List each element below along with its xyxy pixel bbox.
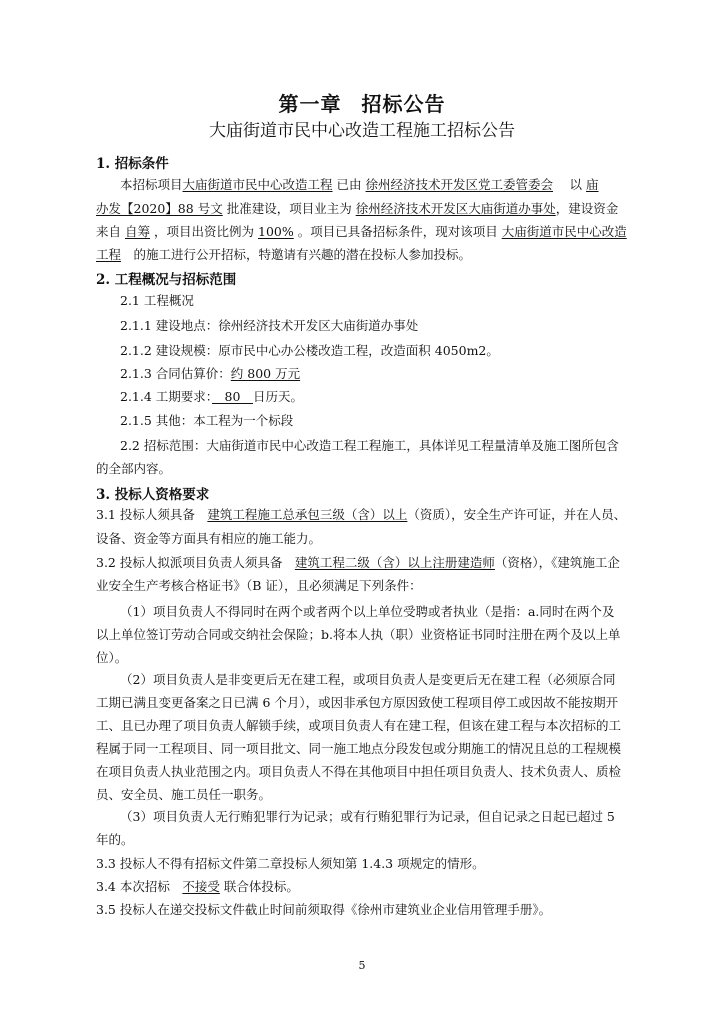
notice-subtitle: 大庙街道市民中心改造工程施工招标公告 — [209, 121, 515, 141]
s2-line-3: 2.1.2 建设规模：原市民中心办公楼改造工程，改造面积 4050m2。 — [120, 343, 499, 358]
chapter-name: 招标公告 — [361, 92, 446, 116]
pm-qualification: 建筑工程二级（含）以上注册建造师 — [294, 555, 495, 570]
funding-ratio: 100% — [258, 224, 294, 239]
section-1-heading: 1. 招标条件 — [96, 156, 169, 172]
funding-source: 自筹 — [125, 224, 151, 239]
s3-cond2-line-4: 程属于同一工程项目、同一项目批文、同一施工地点分段发包或分期施工的情况且总的工程规模 — [96, 741, 622, 756]
s1-line-3: 来自 自筹 ，项目出资比例为 100% 。项目已具备招标条件，现对该项目 大庙街道市民中心改造 — [96, 224, 627, 239]
s3-cond3-line-2: 年的。 — [96, 832, 134, 847]
s3-cond1-line-2: 以上单位签订劳动合同或交纳社会保险；b.将本人执（职）业资格证书同时注册在两个及以上单 — [96, 627, 621, 642]
page-number: 5 — [358, 959, 366, 972]
s3-line-4: 业安全生产考核合格证书》（B 证），且必须满足下列条件： — [96, 578, 422, 593]
s2-line-5: 2.1.4 工期要求： 80 日历天。 — [120, 389, 303, 404]
required-qualification: 建筑工程施工总承包三级（含）以上 — [207, 507, 408, 522]
chapter-number: 第一章 — [278, 92, 342, 116]
project-owner: 徐州经济技术开发区大庙街道办事处 — [355, 201, 556, 216]
s1-line-1: 本招标项目大庙街道市民中心改造工程 已由 徐州经济技术开发区党工委管委会 以 庙 — [120, 177, 599, 192]
s3-cond1-line-3: 位）。 — [96, 650, 128, 665]
s2-line-4: 2.1.3 合同估算价：约 800 万元 — [120, 366, 301, 381]
section-3-heading: 3. 投标人资格要求 — [96, 487, 210, 503]
s2-line-7: 2.2 招标范围：大庙街道市民中心改造工程工程施工，具体详见工程量清单及施工图所包含 — [120, 438, 619, 453]
s3-line-3: 3.2 投标人拟派项目负责人须具备 建筑工程二级（含）以上注册建造师（资格），《建筑施工企 — [96, 555, 620, 570]
s2-line-2: 2.1.1 建设地点：徐州经济技术开发区大庙街道办事处 — [120, 318, 419, 333]
s3-cond2-line-3: 工、且已办理了项目负责人解锁手续，或项目负责人有在建工程，但该在建工程与本次招标的工 — [96, 718, 622, 733]
section-2-heading: 2. 工程概况与招标范围 — [96, 272, 237, 288]
contract-estimate: 约 800 万元 — [230, 366, 301, 381]
duration-days: 80 — [224, 389, 241, 404]
s3-line-1: 3.1 投标人须具备 建筑工程施工总承包三级（含）以上（资质），安全生产许可证，并在人员、 — [96, 507, 627, 522]
s3-cond2-line-6: 员、安全员、施工员任一职务。 — [96, 787, 272, 802]
s3-cond1-line-1: （1）项目负责人不得同时在两个或者两个以上单位受聘或者执业（是指：a.同时在两个及 — [120, 604, 615, 619]
s3-line-3-4: 3.4 本次招标 不接受 联合体投标。 — [96, 879, 299, 894]
s3-cond3-line-1: （3）项目负责人无行贿犯罪行为记录；或有行贿犯罪行为记录，但自记录之日起已超过 5 — [120, 809, 615, 824]
s1-line-4: 工程 的施工进行公开招标，特邀请有兴趣的潜在投标人参加投标。 — [96, 247, 472, 262]
s3-cond2-line-2: 工期已满且变更备案之日已满 6 个月），或因非承包方原因致使工程项目停工或因故不能按期开 — [96, 695, 619, 710]
s2-line-6: 2.1.5 其他：本工程为一个标段 — [120, 413, 294, 428]
s3-line-3-3: 3.3 投标人不得有招标文件第二章投标人须知第 1.4.3 项规定的情形。 — [96, 856, 485, 871]
s3-line-3-5: 3.5 投标人在递交投标文件截止时间前须取得《徐州市建筑业企业信用管理手册》。 — [96, 902, 552, 917]
project-name: 大庙街道市民中心改造工程 — [182, 177, 333, 192]
approver-name: 徐州经济技术开发区党工委管委会 — [365, 177, 554, 192]
s3-line-2: 设备、资金等方面具有相应的施工能力。 — [96, 531, 322, 546]
s3-cond2-line-5: 在项目负责人执业范围之内。项目负责人不得在其他项目中担任项目负责人、技术负责人、质检 — [96, 764, 622, 779]
s2-line-1: 2.1 工程概况 — [120, 293, 194, 308]
s2-line-8: 的全部内容。 — [96, 461, 172, 476]
s1-line-2: 办发【2020】88 号文 批准建设，项目业主为 徐州经济技术开发区大庙街道办事处，建设资金 — [96, 201, 619, 216]
approval-doc: 办发【2020】88 号文 — [96, 201, 223, 216]
joint-venture-status: 不接受 — [182, 879, 220, 894]
s3-cond2-line-1: （2）项目负责人是非变更后无在建工程，或项目负责人是变更后无在建工程（必须原合同 — [120, 672, 616, 687]
chapter-title — [0, 88, 724, 117]
